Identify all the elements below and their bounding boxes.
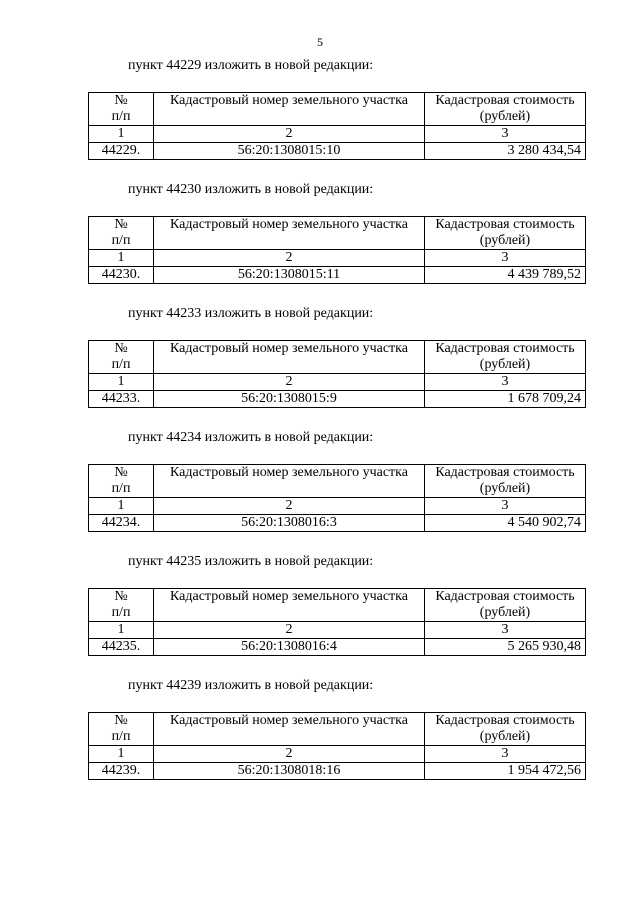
table-header-row bbox=[89, 589, 586, 622]
column-number-row bbox=[89, 622, 586, 639]
table-row bbox=[89, 391, 586, 408]
table-header-row bbox=[89, 713, 586, 746]
section-heading: пункт 44234 изложить в новой редакции: bbox=[128, 430, 374, 445]
column-number: 2 bbox=[154, 250, 425, 267]
header-cadastral-number: Кадастровый номер земельного участка bbox=[154, 217, 425, 250]
item-number: 44239. bbox=[89, 763, 154, 780]
column-number-row bbox=[89, 250, 586, 267]
table-row bbox=[89, 515, 586, 532]
column-number: 1 bbox=[89, 746, 154, 763]
cadastral-number: 56:20:1308015:11 bbox=[154, 267, 425, 284]
column-number: 1 bbox=[89, 374, 154, 391]
column-number: 3 bbox=[425, 126, 586, 143]
header-cadastral-value: Кадастровая стоимость (рублей) bbox=[425, 713, 586, 746]
header-cadastral-number: Кадастровый номер земельного участка bbox=[154, 465, 425, 498]
header-cadastral-value: Кадастровая стоимость (рублей) bbox=[425, 341, 586, 374]
cadastral-value: 3 280 434,54 bbox=[425, 143, 586, 160]
header-cadastral-value: Кадастровая стоимость (рублей) bbox=[425, 589, 586, 622]
section-heading: пункт 44229 изложить в новой редакции: bbox=[128, 58, 374, 73]
column-number: 2 bbox=[154, 622, 425, 639]
header-no: № п/п bbox=[89, 713, 154, 746]
column-number: 2 bbox=[154, 498, 425, 515]
item-number: 44235. bbox=[89, 639, 154, 656]
cadastral-value: 1 954 472,56 bbox=[425, 763, 586, 780]
header-no: № п/п bbox=[89, 217, 154, 250]
column-number-row bbox=[89, 746, 586, 763]
column-number-row bbox=[89, 126, 586, 143]
section-heading: пункт 44233 изложить в новой редакции: bbox=[128, 306, 374, 321]
column-number-row bbox=[89, 374, 586, 391]
item-number: 44234. bbox=[89, 515, 154, 532]
table-row bbox=[89, 639, 586, 656]
cadastral-number: 56:20:1308015:9 bbox=[154, 391, 425, 408]
cadastral-table bbox=[88, 712, 586, 780]
item-number: 44233. bbox=[89, 391, 154, 408]
column-number: 3 bbox=[425, 498, 586, 515]
cadastral-table bbox=[88, 216, 586, 284]
page-number: 5 bbox=[317, 35, 323, 49]
cadastral-value: 1 678 709,24 bbox=[425, 391, 586, 408]
header-cadastral-value: Кадастровая стоимость (рублей) bbox=[425, 93, 586, 126]
column-number: 1 bbox=[89, 250, 154, 267]
table-header-row bbox=[89, 341, 586, 374]
cadastral-table bbox=[88, 464, 586, 532]
header-cadastral-number: Кадастровый номер земельного участка bbox=[154, 93, 425, 126]
cadastral-number: 56:20:1308018:16 bbox=[154, 763, 425, 780]
column-number: 1 bbox=[89, 126, 154, 143]
cadastral-number: 56:20:1308016:4 bbox=[154, 639, 425, 656]
column-number: 2 bbox=[154, 126, 425, 143]
section-heading: пункт 44235 изложить в новой редакции: bbox=[128, 554, 374, 569]
cadastral-number: 56:20:1308016:3 bbox=[154, 515, 425, 532]
table-header-row bbox=[89, 93, 586, 126]
table-header-row bbox=[89, 217, 586, 250]
column-number: 3 bbox=[425, 622, 586, 639]
cadastral-value: 5 265 930,48 bbox=[425, 639, 586, 656]
cadastral-value: 4 439 789,52 bbox=[425, 267, 586, 284]
column-number: 2 bbox=[154, 746, 425, 763]
header-no: № п/п bbox=[89, 341, 154, 374]
cadastral-table bbox=[88, 92, 586, 160]
header-cadastral-value: Кадастровая стоимость (рублей) bbox=[425, 217, 586, 250]
header-no: № п/п bbox=[89, 465, 154, 498]
column-number: 3 bbox=[425, 250, 586, 267]
header-no: № п/п bbox=[89, 589, 154, 622]
column-number: 1 bbox=[89, 622, 154, 639]
column-number: 1 bbox=[89, 498, 154, 515]
section-heading: пункт 44239 изложить в новой редакции: bbox=[128, 678, 374, 693]
column-number: 3 bbox=[425, 746, 586, 763]
table-row bbox=[89, 267, 586, 284]
item-number: 44229. bbox=[89, 143, 154, 160]
header-cadastral-number: Кадастровый номер земельного участка bbox=[154, 589, 425, 622]
section-heading: пункт 44230 изложить в новой редакции: bbox=[128, 182, 374, 197]
table-row bbox=[89, 143, 586, 160]
table-header-row bbox=[89, 465, 586, 498]
cadastral-table bbox=[88, 340, 586, 408]
column-number: 3 bbox=[425, 374, 586, 391]
header-cadastral-number: Кадастровый номер земельного участка bbox=[154, 713, 425, 746]
header-cadastral-value: Кадастровая стоимость (рублей) bbox=[425, 465, 586, 498]
header-no: № п/п bbox=[89, 93, 154, 126]
column-number-row bbox=[89, 498, 586, 515]
column-number: 2 bbox=[154, 374, 425, 391]
header-cadastral-number: Кадастровый номер земельного участка bbox=[154, 341, 425, 374]
table-row bbox=[89, 763, 586, 780]
cadastral-value: 4 540 902,74 bbox=[425, 515, 586, 532]
cadastral-table bbox=[88, 588, 586, 656]
item-number: 44230. bbox=[89, 267, 154, 284]
cadastral-number: 56:20:1308015:10 bbox=[154, 143, 425, 160]
